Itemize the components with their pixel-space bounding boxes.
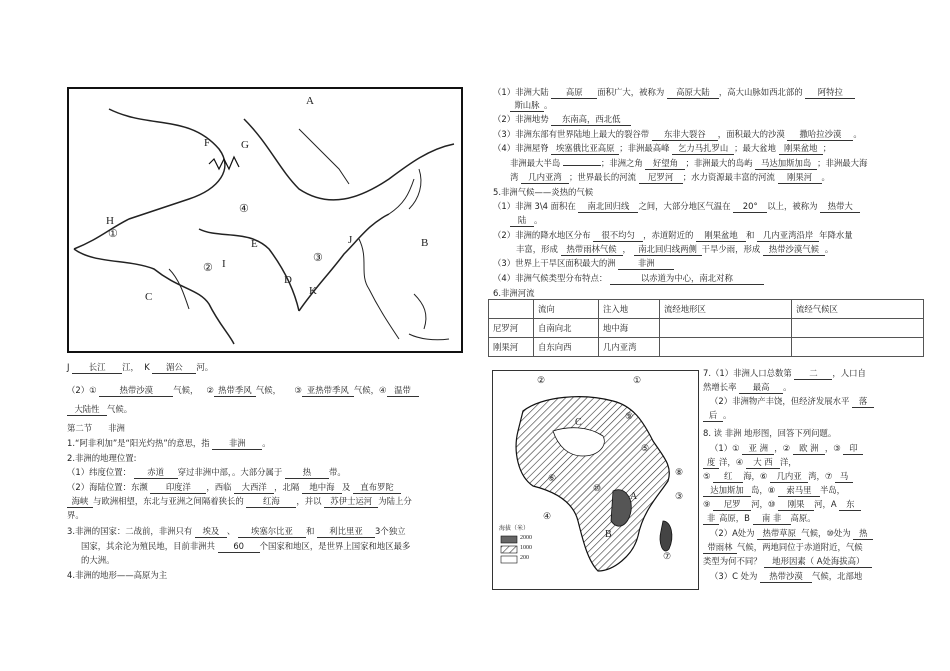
answer-blank: 撒哈拉沙漠 xyxy=(787,129,853,141)
r-8-1d: 达加斯加 岛，⑧ 索马里 半岛， xyxy=(703,485,845,497)
table-header-cell: 注入地 xyxy=(599,300,660,319)
item-1: 1.“阿非利加”是“阳光灼热”的意思，指 非洲 。 xyxy=(67,438,271,448)
answer-blank: 地形因素（ A处海拔高） xyxy=(764,556,872,568)
item-2-1: （1）纬度位置： 赤道 穿过非洲中部，。大部分属于 热 带。 xyxy=(67,467,346,477)
r-4b: 非洲最大半岛 ；非洲之角 好望角 ；非洲最大的岛屿 马达加斯加岛 ；非洲最大海 xyxy=(510,158,868,168)
answer-blank xyxy=(563,165,601,166)
r-8-1: （1）① 亚 洲 ，② 欧 洲 ，③ 印 xyxy=(710,443,863,455)
answer-blank: 达加斯加 xyxy=(703,485,751,497)
answer-blank: 热带大 xyxy=(820,201,860,213)
r-8: 8. 读 非洲 地形图，回答下列问题。 xyxy=(703,428,837,438)
answer-blank: 热带沙漠 xyxy=(760,571,812,583)
map-label-3: ③ xyxy=(313,252,323,264)
answer-blank: 亚 洲 xyxy=(742,443,774,455)
answer-blank: 以赤道为中心，南北对称 xyxy=(610,273,764,285)
table-header-cell: 流经气候区 xyxy=(792,300,924,319)
table-header-cell: 流向 xyxy=(534,300,599,319)
answer-blank: 大陆性 xyxy=(67,404,107,416)
map-label-k: K xyxy=(309,285,317,297)
map-label-c: C xyxy=(145,291,153,303)
answer-blank: 利比里亚 xyxy=(317,526,375,538)
item-2-2: （2）海陆位置：东濒 印度洋 ，西临 大西洋 ，北隔 地中海 及 直布罗陀 xyxy=(67,482,401,494)
answer-blank: 高原大陆 xyxy=(667,87,719,99)
map-label-a: A xyxy=(306,95,314,107)
africa-label-5: ⑤ xyxy=(641,443,650,453)
r-5-2: （2）非洲的降水地区分布 很不均匀 ，赤道附近的 刚果盆地 和 几内亚湾沿岸 年降水量 xyxy=(493,230,853,240)
table-cell: 尼罗河 xyxy=(489,319,534,338)
map-label-b: B xyxy=(421,237,429,249)
answer-blank: 红海 xyxy=(246,496,296,508)
table-cell: 地中海 xyxy=(599,319,660,338)
answer-blank: 刚果 xyxy=(778,499,814,511)
answer-blank: 阿特拉 xyxy=(805,87,855,99)
africa-label-9: ⑨ xyxy=(625,411,634,421)
answer-blank: 热带沙漠气候 xyxy=(763,244,825,256)
answer-blank: 南北回归线两侧 xyxy=(634,244,702,256)
map-label-e: E xyxy=(251,238,258,250)
table-cell xyxy=(792,319,924,338)
q2-climate: （2）① 热带沙漠 气候， ② 热带季风 气候， ③ 亚热带季风 气候，④ 温带 xyxy=(67,385,419,397)
answer-blank: 热 xyxy=(285,467,329,479)
r-8-2b: 带雨林 气候，两地同位于赤道附近，气候 xyxy=(703,542,863,554)
answer-blank: 马达加斯加岛 xyxy=(755,158,817,170)
map-label-2: ② xyxy=(203,262,213,274)
answer-blank: 尼罗河 xyxy=(639,172,683,184)
answer-blank: 热带季风 xyxy=(214,385,256,397)
item-2: 2.非洲的地理位置: xyxy=(67,453,137,463)
map-label-h: H xyxy=(106,215,114,227)
answer-blank: 热带沙漠 xyxy=(99,385,173,397)
map-label-i: I xyxy=(222,258,226,270)
r-8-1e: ⑨ 尼罗 河，⑩ 刚果 河，A 东 xyxy=(703,499,861,511)
answer-blank: 二 xyxy=(794,368,832,380)
answer-blank: 长江 xyxy=(72,362,122,374)
answer-blank: 刚果盆地 xyxy=(779,143,823,155)
item-2-2c: 界。 xyxy=(67,510,84,520)
map-label-f: F xyxy=(204,137,211,149)
answer-blank: 热带草原 xyxy=(757,528,801,540)
answer-blank: 刚果盆地 xyxy=(696,230,746,242)
item-4: 4.非洲的地形——高原为主 xyxy=(67,570,168,580)
answer-blank: 南北回归线 xyxy=(578,201,638,213)
r-7b: 然增长率 最高 。 xyxy=(703,382,792,392)
answer-blank: 赤道 xyxy=(134,467,178,479)
map-label-j: J xyxy=(348,234,353,246)
answer-blank: 直布罗陀 xyxy=(353,482,401,494)
answer-blank: 埃及 xyxy=(195,526,227,538)
r-1b: 斯山脉 。 xyxy=(510,100,552,112)
answer-blank: 红 xyxy=(713,471,743,483)
answer-blank: 尼罗 xyxy=(713,499,751,511)
r-4c: 湾 几内亚湾 ；世界最长的河流 尼罗河 ；水力资源最丰富的河流 刚果河 。 xyxy=(510,172,830,182)
r-8-1c: ⑤ 红 海，⑥ 几内亚 湾，⑦ 马 xyxy=(703,471,853,483)
table-cell: 自南向北 xyxy=(534,319,599,338)
answer-blank: 东南高，西北低 xyxy=(551,114,631,126)
answer-blank: 大西洋 xyxy=(234,482,274,494)
table-cell xyxy=(660,319,792,338)
africa-label-8: ⑧ xyxy=(675,467,684,477)
table-cell xyxy=(660,338,792,357)
river-table xyxy=(488,299,924,357)
legend-value: 1000 xyxy=(520,545,532,551)
legend-value: 2000 xyxy=(520,535,532,541)
r-5-2b: 丰富，形成 热带雨林气候 ， 南北回归线两侧 干旱少雨，形成 热带沙漠气候 。 xyxy=(516,244,834,254)
answer-blank: 热带雨林气候 xyxy=(561,244,623,256)
answer-blank: 高原 xyxy=(551,87,597,99)
answer-blank: 非洲 xyxy=(212,438,262,450)
table-header-row xyxy=(489,300,924,319)
r-7c: （2）非洲物产丰饶，但经济发展水平 落 xyxy=(710,396,874,408)
africa-map xyxy=(492,370,699,590)
r-5-1: （1）非洲 3\4 面积在 南北回归线 之间，大部分地区气温在 20° 以上，被称为 热带大 xyxy=(493,201,860,213)
answer-blank: 热 xyxy=(853,528,873,540)
answer-blank: 温带 xyxy=(387,385,419,397)
answer-blank: 埃塞尔比亚 xyxy=(238,526,306,538)
table-header-cell xyxy=(489,300,534,319)
answer-blank: 20° xyxy=(733,201,767,213)
answer-blank: 东非大裂谷 xyxy=(652,129,718,141)
r-4: （4）非洲屋脊 埃塞俄比亚高原 ；非洲最高峰 乞力马扎罗山 ；最大盆地 刚果盆地 ； xyxy=(493,143,832,153)
answer-blank: 刚果河 xyxy=(778,172,822,184)
africa-label-3: ③ xyxy=(675,491,684,501)
legend-title: 海拔（米） xyxy=(499,526,530,532)
answer-blank: 60 xyxy=(218,541,260,553)
answer-blank: 苏伊士运河 xyxy=(324,496,378,508)
r-8-2c: 类型为何不同？ 地形因素（ A处海拔高） xyxy=(703,556,872,568)
table-header-cell: 流经地形区 xyxy=(660,300,792,319)
answer-blank: 湄公 xyxy=(152,362,196,374)
africa-label-c: C xyxy=(575,417,582,428)
answer-blank: 海峡 xyxy=(67,496,93,508)
answer-blank: 地中海 xyxy=(302,482,342,494)
africa-label-10: ⑩ xyxy=(593,483,602,493)
answer-blank: 东 xyxy=(839,499,861,511)
r-3: （3）非洲东部有世界陆地上最大的裂谷带 东非大裂谷 ，面积最大的沙漠 撒哈拉沙漠 。 xyxy=(493,129,862,139)
r-8-1f: 非 高原，B 南 非 高原。 xyxy=(703,513,816,525)
answer-blank: 非洲 xyxy=(618,258,674,270)
r-7: 7.（1）非洲人口总数第 二 ，人口自 xyxy=(703,368,866,378)
answer-blank: 陆 xyxy=(510,215,534,227)
answer-blank: 索马里 xyxy=(778,485,820,497)
r-5-3: （3）世界上干旱区面积最大的洲 非洲 xyxy=(493,258,674,270)
answer-blank: 几内亚湾 xyxy=(521,172,569,184)
answer-blank: 南 非 xyxy=(753,513,791,525)
answer-blank: 落 xyxy=(852,396,874,408)
r-8-3: （3）C 处为 热带沙漠 气候，北部地 xyxy=(710,571,863,581)
answer-blank: 非 xyxy=(703,513,719,525)
answer-blank: 亚热带季风 xyxy=(302,385,354,397)
africa-label-4: ④ xyxy=(543,511,552,521)
answer-blank: 很不均匀 xyxy=(593,230,643,242)
q-jk: J 长江 江， K 湄公 河。 xyxy=(67,362,214,372)
answer-blank: 乞力马扎罗山 xyxy=(672,143,734,155)
answer-blank: 马 xyxy=(835,471,853,483)
table-cell: 几内亚湾 xyxy=(599,338,660,357)
answer-blank: 斯山脉 xyxy=(510,100,544,112)
item-2-2b: 海峡 与欧洲相望，东北与亚洲之间隔着狭长的 红海 ，并以 苏伊士运河 为陆上分 xyxy=(67,496,412,508)
africa-label-b: B xyxy=(605,529,612,540)
table-cell: 自东向西 xyxy=(534,338,599,357)
map-label-g: G xyxy=(241,139,249,151)
table-row xyxy=(489,319,924,338)
item-3: 3.非洲的国家：二战前，非洲只有 埃及 、 埃塞尔比亚 和 利比里亚 3个独立 xyxy=(67,526,406,536)
asia-map xyxy=(67,87,463,353)
answer-blank: 欧 洲 xyxy=(793,443,825,455)
r-7d: 后 。 xyxy=(703,410,731,422)
r-8-1b: 度 洋，④ 大 西 洋， xyxy=(703,457,797,469)
r-5-1b: 陆 。 xyxy=(510,215,542,227)
item-3c: 的大洲。 xyxy=(81,555,115,565)
legend-value: 200 xyxy=(520,555,529,561)
asia-map-drawing xyxy=(69,89,461,351)
answer-blank: 度 xyxy=(703,457,719,469)
africa-label-a: A xyxy=(630,491,638,502)
r-8-2: （2）A处为 热带草原 气候，⑩处为 热 xyxy=(710,528,873,540)
answer-blank: 埃塞俄比亚高原 xyxy=(551,143,619,155)
africa-label-6: ⑥ xyxy=(548,473,557,483)
table-cell: 刚果河 xyxy=(489,338,534,357)
answer-blank: 大 西 xyxy=(746,457,780,469)
r-6: 6.非洲河流 xyxy=(493,288,535,298)
africa-label-2: ② xyxy=(537,375,546,385)
answer-blank: 几内亚湾沿岸 xyxy=(757,230,819,242)
r-5-4: （4）非洲气候类型分布特点： 以赤道为中心，南北对称 xyxy=(493,273,764,285)
answer-blank: 印度洋 xyxy=(150,482,206,494)
section-heading: 第二节 非洲 xyxy=(67,423,125,433)
r-1: （1）非洲大陆 高原 面积广大，被称为 高原大陆 ，高大山脉如西北部的 阿特拉 xyxy=(493,87,855,99)
answer-blank: 几内亚 xyxy=(770,471,808,483)
africa-label-7: ⑦ xyxy=(663,551,672,561)
table-row xyxy=(489,338,924,357)
africa-label-1: ① xyxy=(633,375,642,385)
map-label-d: D xyxy=(284,274,292,286)
map-label-1: ① xyxy=(108,228,118,240)
item-3b: 国家，其余沦为殖民地，目前非洲共 60 个国家和地区，是世界上国家和地区最多 xyxy=(81,541,411,551)
r-2: （2）非洲地势 东南高，西北低 xyxy=(493,114,631,126)
answer-blank: 后 xyxy=(703,410,723,422)
answer-blank: 最高 xyxy=(739,382,783,394)
r-5: 5.非洲气候——炎热的气候 xyxy=(493,187,594,197)
map-label-4: ④ xyxy=(239,203,249,215)
table-cell xyxy=(792,338,924,357)
answer-blank: 好望角 xyxy=(645,158,685,170)
answer-blank: 印 xyxy=(843,443,863,455)
answer-blank: 带雨林 xyxy=(703,542,737,554)
q2-climate-line2: 大陆性 气候。 xyxy=(67,404,132,416)
